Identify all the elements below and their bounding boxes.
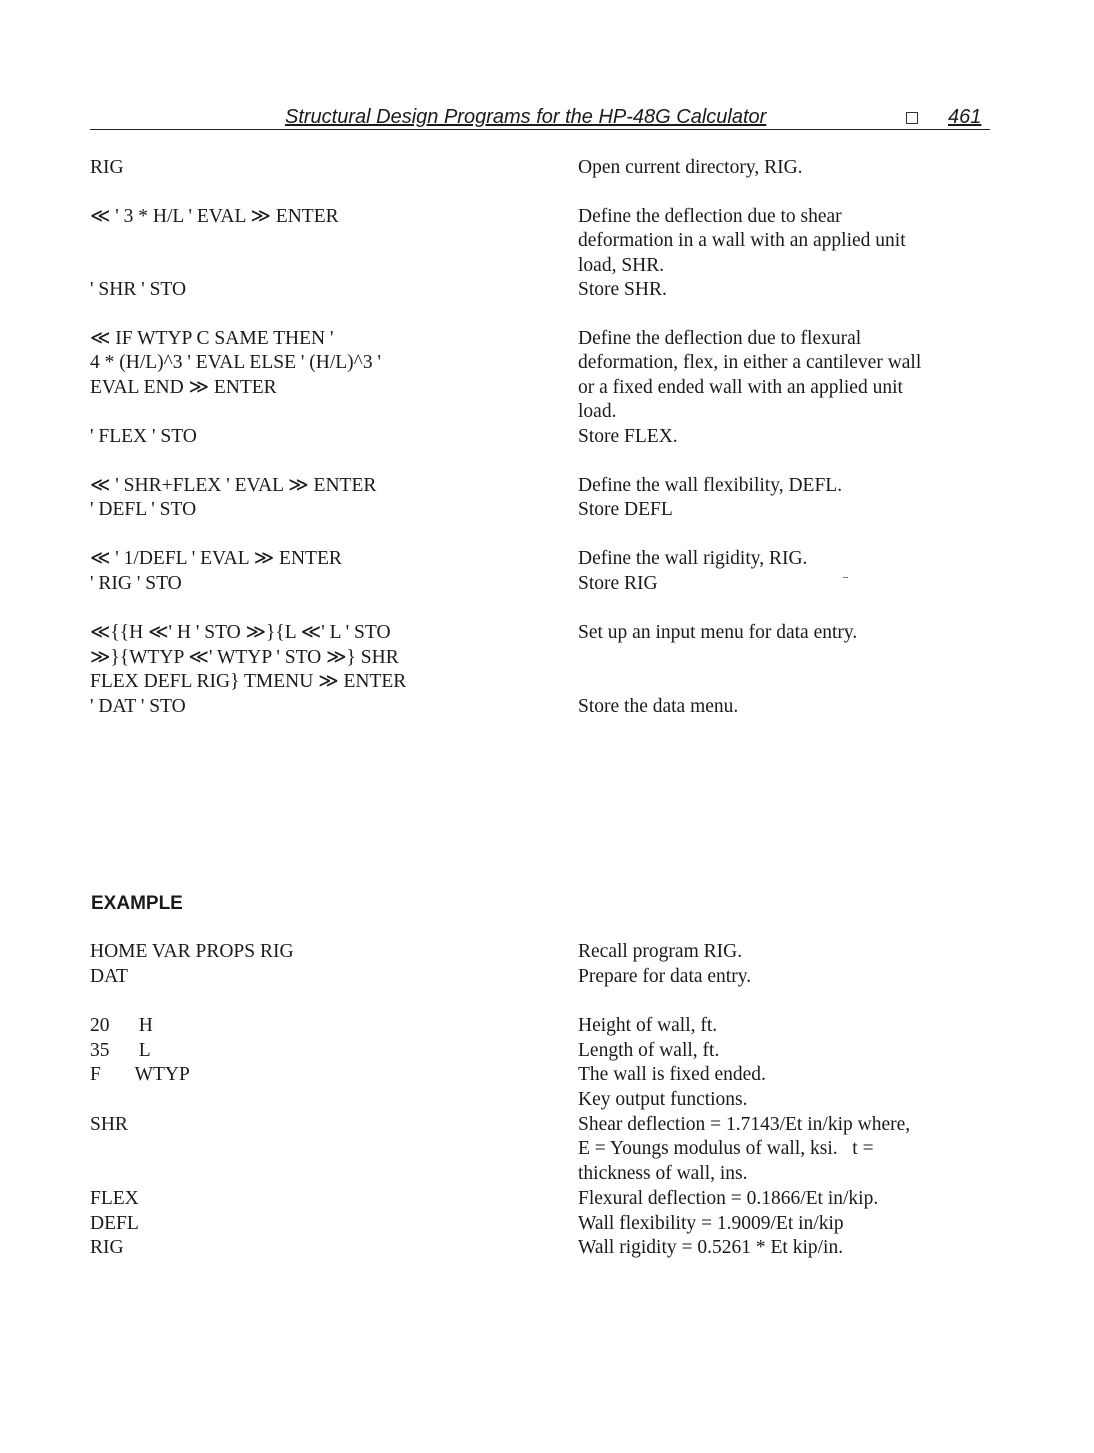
description-line: deformation in a wall with an applied unit xyxy=(578,230,906,251)
description-line: Height of wall, ft. xyxy=(578,1015,718,1036)
description-line: Set up an input menu for data entry. xyxy=(578,622,858,643)
description-line: Wall flexibility = 1.9009/Et in/kip xyxy=(578,1213,844,1234)
page-number: 461 xyxy=(948,106,982,128)
code-line: FLEX xyxy=(90,1188,139,1209)
description-line: Store the data menu. xyxy=(578,696,739,717)
code-line: F WTYP xyxy=(90,1064,190,1085)
code-line: ' DAT ' STO xyxy=(90,696,186,717)
description-line: Store FLEX. xyxy=(578,426,678,447)
code-line: 35 L xyxy=(90,1040,151,1061)
code-line: ≪ IF WTYP C SAME THEN ' xyxy=(90,328,334,349)
code-line: ≫}{WTYP ≪' WTYP ' STO ≫} SHR xyxy=(90,647,399,668)
description-line: load, SHR. xyxy=(578,255,665,276)
code-line: FLEX DEFL RIG} TMENU ≫ ENTER xyxy=(90,671,407,692)
description-line: load. xyxy=(578,401,617,422)
code-line: SHR xyxy=(90,1114,128,1135)
code-line: ' FLEX ' STO xyxy=(90,426,197,447)
description-line: Wall rigidity = 0.5261 * Et kip/in. xyxy=(578,1237,844,1258)
code-line: ' DEFL ' STO xyxy=(90,499,197,520)
code-line: HOME VAR PROPS RIG xyxy=(90,941,294,962)
description-line: Length of wall, ft. xyxy=(578,1040,720,1061)
running-title: Structural Design Programs for the HP-48G Calculator xyxy=(285,106,767,128)
code-line: DEFL xyxy=(90,1213,139,1234)
description-line: Store SHR. xyxy=(578,279,667,300)
description-line: Flexural deflection = 0.1866/Et in/kip. xyxy=(578,1188,879,1209)
code-line: 4 * (H/L)^3 ' EVAL ELSE ' (H/L)^3 ' xyxy=(90,352,381,373)
code-line: ≪ ' 3 * H/L ' EVAL ≫ ENTER xyxy=(90,206,339,227)
code-line: RIG xyxy=(90,1237,124,1258)
header-rule xyxy=(90,129,990,130)
stray-mark xyxy=(843,577,848,578)
description-line: thickness of wall, ins. xyxy=(578,1163,748,1184)
code-line: ' SHR ' STO xyxy=(90,279,187,300)
square-bullet-icon xyxy=(906,112,918,124)
code-line: DAT xyxy=(90,966,128,987)
description-line: or a fixed ended wall with an applied unit xyxy=(578,377,903,398)
code-line: EVAL END ≫ ENTER xyxy=(90,377,277,398)
description-line: E = Youngs modulus of wall, ksi. t = xyxy=(578,1138,874,1159)
page-header xyxy=(90,106,990,130)
description-line: Open current directory, RIG. xyxy=(578,157,803,178)
description-line: Define the wall flexibility, DEFL. xyxy=(578,475,843,496)
description-line: The wall is fixed ended. xyxy=(578,1064,766,1085)
description-line: Define the wall rigidity, RIG. xyxy=(578,548,808,569)
code-line: ≪ ' SHR+FLEX ' EVAL ≫ ENTER xyxy=(90,475,377,496)
description-line: Recall program RIG. xyxy=(578,941,743,962)
code-line: ≪ ' 1/DEFL ' EVAL ≫ ENTER xyxy=(90,548,342,569)
code-line: ≪{{H ≪' H ' STO ≫}{L ≪' L ' STO xyxy=(90,622,391,643)
description-line: deformation, flex, in either a cantilever wall xyxy=(578,352,922,373)
description-line: Key output functions. xyxy=(578,1089,748,1110)
code-line: 20 H xyxy=(90,1015,153,1036)
code-line: ' RIG ' STO xyxy=(90,573,182,594)
example-heading: EXAMPLE xyxy=(91,893,183,914)
code-line: RIG xyxy=(90,157,124,178)
description-line: Store RIG xyxy=(578,573,658,594)
description-line: Define the deflection due to flexural xyxy=(578,328,862,349)
description-line: Store DEFL xyxy=(578,499,673,520)
description-line: Shear deflection = 1.7143/Et in/kip where, xyxy=(578,1114,911,1135)
description-line: Define the deflection due to shear xyxy=(578,206,842,227)
description-line: Prepare for data entry. xyxy=(578,966,752,987)
